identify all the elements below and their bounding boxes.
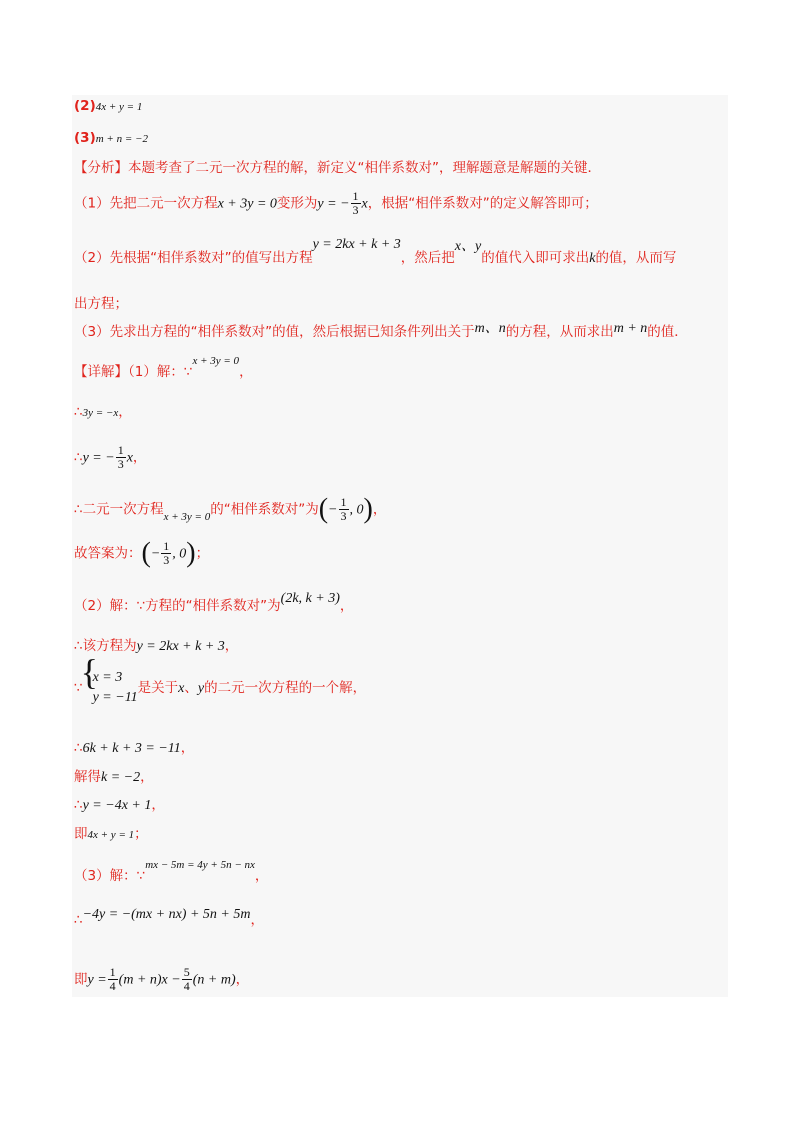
detail-step-12: 即4x + y = 1； bbox=[74, 826, 148, 842]
detail-step-10: 解得k = −2， bbox=[74, 769, 154, 785]
analysis-step-2: （2）先根据“相伴系数对”的值写出方程y = 2kx + k + 3，然后把x、y的值代入即可求出k的值，从而写 bbox=[74, 237, 677, 266]
fraction: $\frac{1}{4}$ bbox=[109, 965, 116, 993]
detail-step-14: ∴−4y = −(mx + nx) + 5n + 5m， bbox=[74, 907, 264, 928]
analysis-step-1: （1）先把二元一次方程x + 3y = 0变形为y = − $\frac{1}{3}$ x，根据“相伴系数对”的定义解答即可； bbox=[74, 189, 598, 217]
fraction: $\frac{5}{4}$ bbox=[183, 965, 190, 993]
detail-step-8: ∵ { x = 3 y = −11 是关于x、y的二元一次方程的一个解， bbox=[74, 668, 366, 708]
equation-system: { x = 3 y = −11 bbox=[80, 652, 138, 705]
detail-step-13: （3）解：∵$^{mx - 5m = 4y + 5n - nx}$， bbox=[74, 859, 269, 884]
fraction: $\frac{1}{3}$ bbox=[352, 189, 359, 217]
analysis-step-2-cont: 出方程； bbox=[74, 296, 128, 312]
detail-step-7: ∴该方程为y = 2kx + k + 3， bbox=[74, 638, 239, 654]
analysis-step-3: （3）先求出方程的“相伴系数对”的值，然后根据已知条件列出关于m、n的方程，从而求出m + n的值． bbox=[74, 321, 688, 340]
detail-step-15: 即y = $\frac{1}{4}$ (m + n)x − $\frac{5}{4}$ (n + m)， bbox=[74, 965, 250, 993]
detail-step-11: ∴y = −4x + 1， bbox=[74, 797, 165, 813]
answer-2-line: (2)4x + y = 1 bbox=[74, 98, 143, 114]
detail-answer-1: 故答案为：(− $\frac{1}{3}$ , 0)； bbox=[74, 537, 210, 569]
detail-step-9: ∴6k + k + 3 = −11， bbox=[74, 740, 195, 756]
detail-step-1: 【详解】（1）解：∵$^{x + 3y = 0}$， bbox=[74, 355, 253, 380]
detail-step-4: ∴二元一次方程$_{x + 3y = 0}$的“相伴系数对”为(− $\frac{1}{3}$ , 0)， bbox=[74, 493, 387, 525]
analysis-heading: 【分析】本题考查了二元一次方程的解，新定义“相伴系数对”，理解题意是解题的关键． bbox=[74, 160, 601, 176]
detail-step-6: （2）解：∵方程的“相伴系数对”为(2k, k + 3)， bbox=[74, 591, 354, 614]
fraction: $\frac{1}{3}$ bbox=[340, 495, 347, 523]
fraction: $\frac{1}{3}$ bbox=[117, 443, 124, 471]
detail-step-3: ∴y = − $\frac{1}{3}$ x， bbox=[74, 443, 147, 471]
answer-3-line: (3)m + n = −2 bbox=[74, 130, 148, 146]
fraction: $\frac{1}{3}$ bbox=[163, 539, 170, 567]
detail-step-2: ∴3y = −x， bbox=[74, 404, 132, 420]
